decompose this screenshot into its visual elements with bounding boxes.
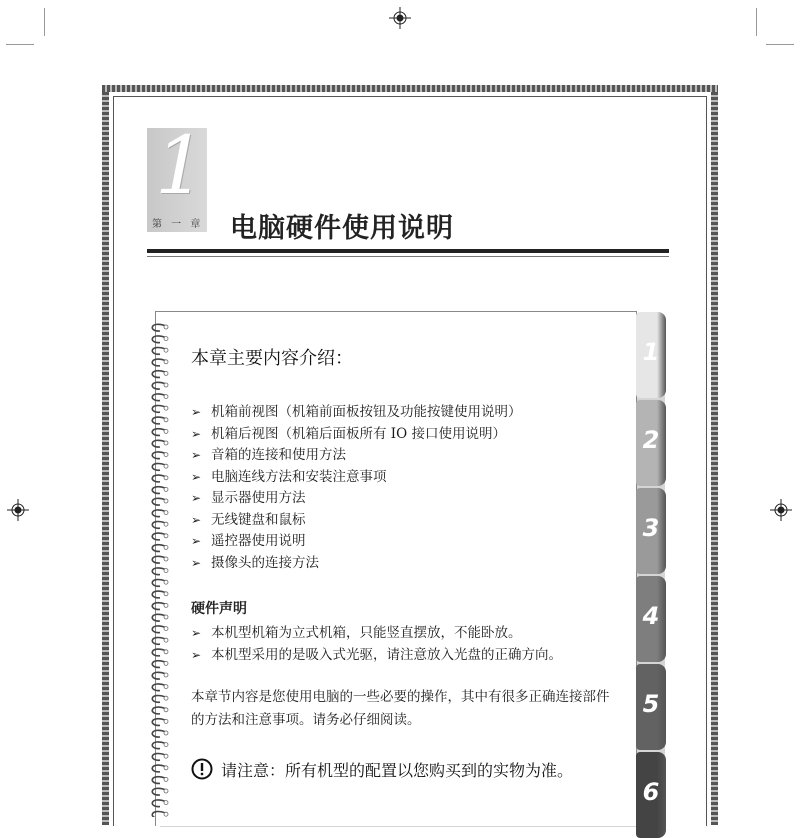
index-tab-4 (636, 576, 666, 662)
content-list (191, 402, 522, 574)
title-rule-thin (147, 256, 669, 257)
spiral-hole (164, 661, 168, 665)
bullet-arrow-icon: ➢ (191, 469, 202, 484)
spiral-hole (164, 441, 168, 445)
list-item: ➢ 音箱的连接和使用方法 (191, 445, 522, 467)
list-item: ➢ 遥控器使用说明 (191, 531, 522, 553)
spiral-hole (164, 348, 168, 352)
spiral-hole (164, 499, 168, 503)
index-tab-1 (636, 312, 666, 398)
list-item: ➢ 无线键盘和鼠标 (191, 510, 522, 532)
index-tab-2 (636, 400, 666, 486)
spiral-hole (164, 337, 168, 341)
bullet-arrow-icon: ➢ (191, 448, 202, 462)
title-rule (147, 249, 669, 253)
spiral-hole (164, 766, 168, 770)
bullet-arrow-icon: ➢ (191, 491, 202, 505)
list-item: ➢ 显示器使用方法 (191, 488, 522, 510)
index-tab-3 (636, 488, 666, 574)
list-item: ➢ 电脑连线方法和安装注意事项 (191, 467, 522, 489)
spiral-hole (164, 731, 168, 735)
spiral-hole (164, 522, 168, 526)
list-item: ➢ 机箱前视图（机箱前面板按钮及功能按键使用说明） (191, 402, 522, 424)
index-tab-label: 3 (642, 514, 660, 542)
hardware-list (191, 623, 562, 666)
spiral-hole (164, 325, 168, 329)
spiral-hole (164, 511, 168, 515)
crop-mark (756, 8, 757, 36)
spiral-binding-icon (146, 320, 172, 817)
crop-mark (6, 44, 34, 45)
spiral-hole (164, 545, 168, 549)
spiral-hole (164, 569, 168, 573)
index-tab-label: 6 (642, 778, 660, 806)
bullet-arrow-icon: ➢ (191, 405, 202, 419)
spiral-hole (164, 719, 168, 723)
bullet-arrow-icon: ➢ (191, 426, 202, 441)
spiral-hole (164, 673, 168, 677)
index-tab-label: 5 (642, 690, 660, 718)
index-tab-label: 2 (642, 426, 660, 454)
spiral-hole (164, 395, 168, 399)
bullet-arrow-icon: ➢ (191, 512, 202, 527)
spiral-hole (164, 789, 168, 793)
spiral-hole (164, 487, 168, 491)
spiral-hole (164, 801, 168, 805)
index-tab-5 (636, 664, 666, 750)
spiral-hole (164, 777, 168, 781)
spiral-hole (164, 453, 168, 457)
spiral-hole (164, 383, 168, 387)
spiral-hole (164, 557, 168, 561)
bullet-arrow-icon: ➢ (191, 626, 202, 640)
crop-mark (44, 8, 45, 36)
spiral-hole (164, 743, 168, 747)
index-tab-6 (636, 752, 666, 838)
crop-mark (766, 44, 794, 45)
intro-paragraph: 本章节内容是您使用电脑的一些必要的操作，其中有很多正确连接部件的方法和注意事项。请务必仔细阅读。 (191, 689, 610, 728)
spiral-hole (164, 627, 168, 631)
chapter-label: 第 一 章 (152, 219, 204, 230)
spiral-hole (164, 418, 168, 422)
spiral-hole (164, 615, 168, 619)
spiral-hole (164, 592, 168, 596)
warning-icon (191, 758, 213, 780)
list-item: ➢ 本机型采用的是吸入式光驱，请注意放入光盘的正确方向。 (191, 645, 562, 667)
registration-mark-top (389, 7, 411, 29)
bullet-arrow-icon: ➢ (191, 555, 202, 570)
spiral-hole (164, 476, 168, 480)
registration-mark-right (770, 499, 792, 521)
spiral-hole (164, 812, 168, 816)
spiral-hole (164, 685, 168, 689)
spiral-hole (164, 371, 168, 375)
spiral-hole (164, 429, 168, 433)
registration-mark-left (7, 499, 29, 521)
index-tab-label: 1 (642, 338, 660, 366)
spiral-hole (164, 638, 168, 642)
spiral-hole (164, 406, 168, 410)
spiral-hole (164, 464, 168, 468)
spiral-hole (164, 708, 168, 712)
list-item: ➢ 机箱后视图（机箱后面板所有 IO 接口使用说明） (191, 424, 522, 446)
spiral-hole (164, 603, 168, 607)
spiral-hole (164, 754, 168, 758)
index-tab-label: 4 (642, 602, 660, 630)
spiral-hole (164, 580, 168, 584)
spiral-hole (164, 534, 168, 538)
chapter-number: 1 (155, 119, 206, 212)
chapter-title: 电脑硬件使用说明 (230, 213, 454, 244)
hardware-heading: 硬件声明 (191, 601, 247, 617)
bullet-arrow-icon: ➢ (191, 647, 202, 662)
spiral-hole (164, 650, 168, 654)
list-item: ➢ 摄像头的连接方法 (191, 553, 522, 575)
spiral-hole (164, 696, 168, 700)
list-item: ➢ 本机型机箱为立式机箱，只能竖直摆放，不能卧放。 (191, 623, 562, 645)
section-heading: 本章主要内容介绍： (191, 348, 353, 369)
spiral-hole (164, 360, 168, 364)
notice-text: 请注意：所有机型的配置以您购买到的实物为准。 (221, 761, 574, 780)
bullet-arrow-icon: ➢ (191, 534, 202, 548)
